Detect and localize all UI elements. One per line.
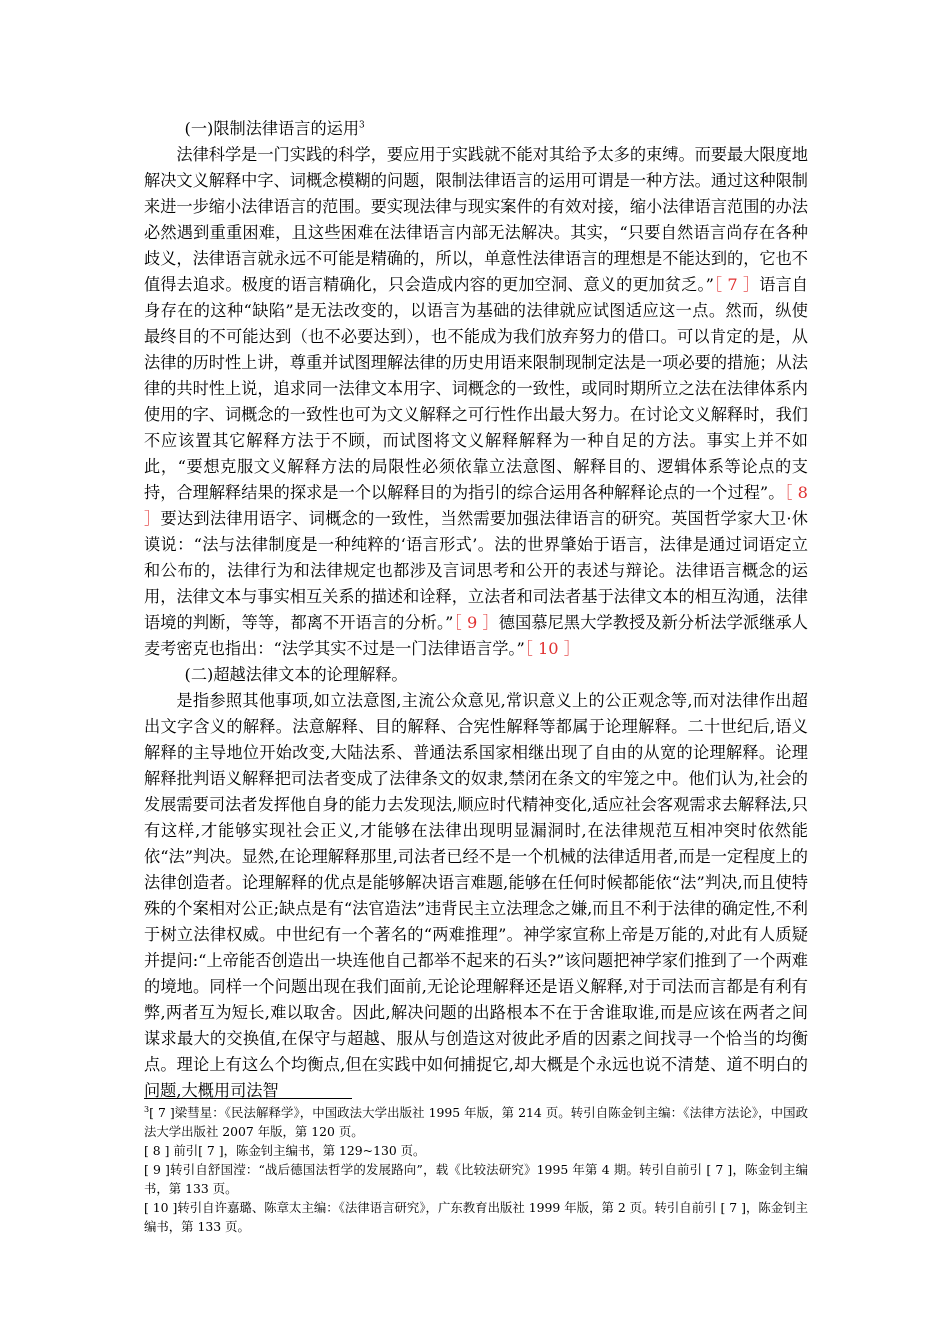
paragraph: 是指参照其他事项,如立法意图,主流公众意见,常识意义上的公正观念等,而对法律作出超出文字含义的解释。法意解释、目的解释、合宪性解释等都属于论理解释。二十世纪后,语义解释的主导地位开始改变,大陆法系、普通法系国家相继出现了自由的从宽的论理解释。论理解释批判语义解释把司法者变成了法律条文的奴隶,禁闭在条文的牢笼之中。他们认为,社会的发展需要司法者发挥他自身的能力去发现法,顺应时代精神变化,适应社会客观需求去解释法,只有这样,才能够实现社会正义,才能够在法律出现明显漏洞时,在法律规范互相冲突时依然能依“法”判决。显然,在论理解释那里,司法者已经不是一个机械的法律适用者,而是一定程度上的法律创造者。论理解释的优点是能够解决语言难题,能够在任何时候都能依“法”判决,而且使特殊的个案相对公正;缺点是有“法官造法”违背民主立法理念之嫌,而且不利于法律的确定性,不利于树立法律权威。中世纪有一个著名的“两难推理”。神学家宣称上帝是万能的,对此有人质疑并提问:“上帝能否创造出一块连他自己都举不起来的石头?”该问题把神学家们推到了一个两难的境地。同样一个问题出现在我们面前,无论论理解释还是语义解释,对于司法而言都是有利有弊,两者互为短长,难以取舍。因此,解决问题的出路根本不在于舍谁取谁,而是应该在两者之间谋求最大的交换值,在保守与超越、服从与创造这对彼此矛盾的因素之间找寻一个恰当的均衡点。理论上有这么个均衡点,但在实践中如何捕捉它,却大概是个永远也说不清楚、道不明白的问题,大概用司法智 xyxy=(144,691,808,1100)
citation-ref: ［ 10 ］ xyxy=(524,639,580,658)
main-text xyxy=(144,116,808,1104)
footnote-item: $^3$[ 7 ]梁彗星：《民法解释学》，中国政法大学出版社 1995 年版，第 214 页。转引自陈金钊主编：《法律方法论》，中国政法大学出版社 2007 年版，第 120 页。 xyxy=(144,1104,808,1139)
citation-ref: ［ 9 ］ xyxy=(453,613,499,632)
paragraph: 法律科学是一门实践的科学，要应用于实践就不能对其给予太多的束缚。而要最大限度地解决文义解释中字、词概念模糊的问题，限制法律语言的运用可谓是一种方法。通过这种限制来进一步缩小法律语言的范围。要实现法律与现实案件的有效对接，缩小法律语言范围的办法必然遇到重重困难，且这些困难在法律语言内部无法解决。其实，“只要自然语言尚存在各种歧义，法律语言就永远不可能是精确的，所以，单意性法律语言的理想是不能达到的，它也不值得去追求。极度的语言精确化，只会造成内容的更加空洞、意义的更加贫乏。”［ 7 ］语言自身存在的这种“缺陷”是无法改变的，以语言为基础的法律就应试图适应这一点。然而，纵使最终目的不可能达到（也不必要达到），也不能成为我们放弃努力的借口。可以肯定的是，从法律的历时性上讲，尊重并试图理解法律的历史用语来限制现制定法是一项必要的措施；从法律的共时性上说，追求同一法律文本用字、词概念的一致性，或同时期所立之法在法律体系内使用的字、词概念的一致性也可为文义解释之可行性作出最大努力。在讨论文义解释时，我们不应该置其它解释方法于不顾，而试图将文义解释解释为一种自足的方法。事实上并不如此，“要想克服文义解释方法的局限性必须依靠立法意图、解释目的、逻辑体系等论点的支持，合理解释结果的探求是一个以解释目的为指引的综合运用各种解释论点的一个过程”。［ 8 ］要达到法律用语字、词概念的一致性，当然需要加强法律语言的研究。英国哲学家大卫·休谟说：“法与法律制度是一种纯粹的‘语言形式’。法的世界肇始于语言，法律是通过词语定立和公布的，法律行为和法律规定也都涉及言词思考和公开的表述与辩论。法律语言概念的运用，法律文本与事实相互关系的描述和诠释，立法者和司法者基于法律文本的相互沟通，法律语境的判断，等等，都离不开语言的分析。”［ 9 ］德国慕尼黑大学教授及新分析法学派继承人麦考密克也指出：“法学其实不过是一门法律语言学。”［ 10 ］ xyxy=(144,145,808,658)
section-heading-1: (一)限制法律语言的运用$^3$ xyxy=(184,119,365,138)
footnote-mark: 3 xyxy=(359,120,365,131)
citation-ref: ［ 8 ］ xyxy=(144,483,808,528)
footnotes xyxy=(144,1103,808,1236)
footnote-divider xyxy=(144,1098,352,1099)
footnote-item: [ 8 ] 前引[ 7 ]，陈金钊主编书，第 129~130 页。 xyxy=(144,1143,426,1158)
section-heading-2: (二)超越法律文本的论理解释。 xyxy=(184,665,408,684)
footnote-item: [ 9 ]转引自舒国滢：“战后德国法哲学的发展路向”，载《比较法研究》1995 年第 4 期。转引自前引 [ 7 ]，陈金钊主编书，第 133 页。 xyxy=(144,1162,808,1196)
footnote-item: [ 10 ]转引自许嘉璐、陈章太主编：《法律语言研究》，广东教育出版社 1999 年版，第 2 页。转引自前引 [ 7 ]，陈金钊主编书，第 133 页。 xyxy=(144,1200,808,1234)
citation-ref: ［ 7 ］ xyxy=(713,275,760,294)
